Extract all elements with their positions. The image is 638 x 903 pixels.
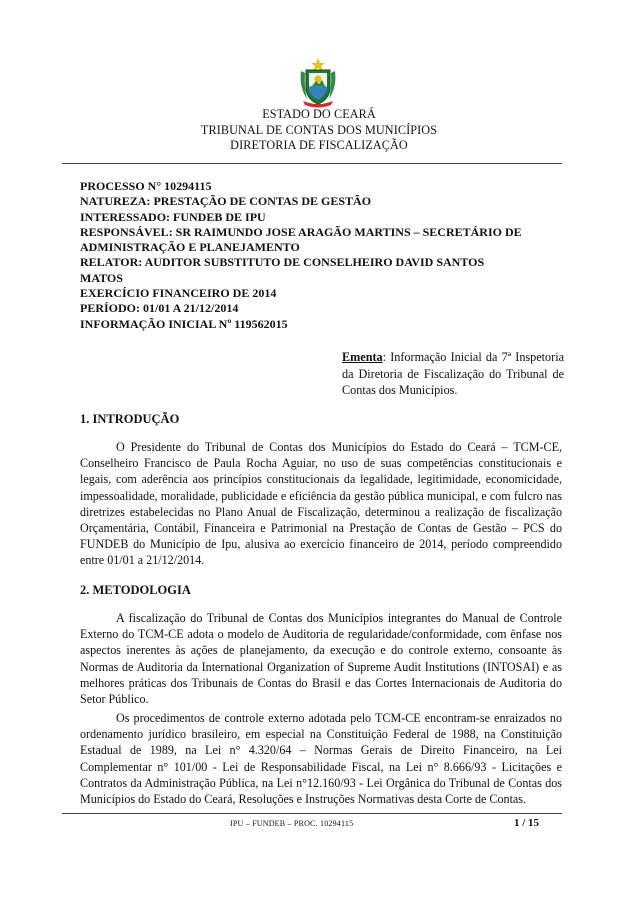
process-metadata [80, 179, 560, 332]
meta-informacao: INFORMAÇÃO INICIAL Nº 119562015 [80, 316, 288, 331]
document-header [0, 107, 638, 154]
header-tribunal: TRIBUNAL DE CONTAS DOS MUNICÍPIOS [200, 122, 438, 137]
meta-periodo: PERÍODO: 01/01 A 21/12/2014 [80, 301, 239, 316]
header-divider [62, 163, 562, 164]
meta-responsavel-line1: RESPONSÁVEL: SR RAIMUNDO JOSE ARAGÃO MARTINS – SECRETÁRIO DE [80, 224, 522, 239]
ementa-text: : Informação Inicial da 7ª Inspetoria da Diretoria de Fiscalização do Tribunal de Contas dos Municípios. [342, 350, 564, 397]
meta-processo: PROCESSO N° 10294115 [80, 179, 212, 193]
ementa-label: Ementa [342, 350, 383, 364]
coat-of-arms-icon [297, 57, 339, 109]
footer-reference: IPU – FUNDEB – PROC. 10294115 [230, 819, 354, 828]
paragraph-metodologia-1: A fiscalização do Tribunal de Contas dos Municípios integrantes do Manual de Controle Externo do TCM-CE adota o modelo de Auditoria de regularidade/conformidade, com ênfase nos aspectos inerentes às ações de planejamento, da execução e do controle externo, consoante às Normas de Auditoria da International Organization of Supreme Audit Institutions (INTOSAI) e as melhores práticas dos Tribunais de Contas do Brasil e das Cortes Internacionais de Auditoria do Setor Público. [80, 611, 562, 707]
paragraph-metodologia-2: Os procedimentos de controle externo adotada pelo TCM-CE encontram-se enraizados no ordenamento jurídico brasileiro, em especial na Constituição Federal de 1988, na Constituição Estadual de 1989, na Lei n° 4.320/64 – Normas Gerais de Direito Financeiro, na Lei Complementar n° 101/00 - Lei de Responsabilidade Fiscal, na Lei n° 8.666/93 - Licitações e Contratos da Administração Pública, na Lei n°12.160/93 - Lei Orgânica do Tribunal de Contas dos Municípios do Estado do Ceará, Resoluções e Instruções Normativas desta Corte de Contas. [80, 711, 562, 807]
meta-relator-line1: RELATOR: AUDITOR SUBSTITUTO DE CONSELHEIRO DAVID SANTOS [80, 255, 485, 270]
footer-page-number: 1 / 15 [514, 817, 540, 829]
header-diretoria: DIRETORIA DE FISCALIZAÇÃO [230, 138, 408, 152]
meta-natureza: NATUREZA: PRESTAÇÃO DE CONTAS DE GESTÃO [80, 194, 372, 209]
meta-relator-line2: MATOS [80, 270, 123, 285]
paragraph-introducao: O Presidente do Tribunal de Contas dos Municípios do Estado do Ceará – TCM-CE, Conselheiro Francisco de Paula Rocha Aguiar, no uso de suas competências constitucionais e legais, com aderência aos princípios constitucionais da legalidade, legitimidade, economicidade, impessoalidade, moralidade, publicidade e eficiência da gestão pública municipal, e com fulcro nas diretrizes estabelecidas no Plano Anual de Fiscalização, determinou a realização de fiscalização Orçamentária, Contábil, Financeira e Patrimonial na Prestação de Contas de Gestão – PCS do FUNDEB do Município de Ipu, alusiva ao exercício financeiro de 2014, período compreendido entre 01/01 a 21/12/2014. [80, 440, 562, 568]
section-title-introducao: 1. INTRODUÇÃO [80, 412, 180, 426]
ementa-block [342, 349, 564, 399]
meta-responsavel-line2: ADMINISTRAÇÃO E PLANEJAMENTO [80, 240, 300, 255]
meta-interessado: INTERESSADO: FUNDEB DE IPU [80, 209, 266, 224]
meta-exercicio: EXERCÍCIO FINANCEIRO DE 2014 [80, 286, 277, 301]
section-title-metodologia: 2. METODOLOGIA [80, 583, 191, 597]
header-state: ESTADO DO CEARÁ [262, 107, 376, 121]
footer-divider [62, 813, 562, 814]
